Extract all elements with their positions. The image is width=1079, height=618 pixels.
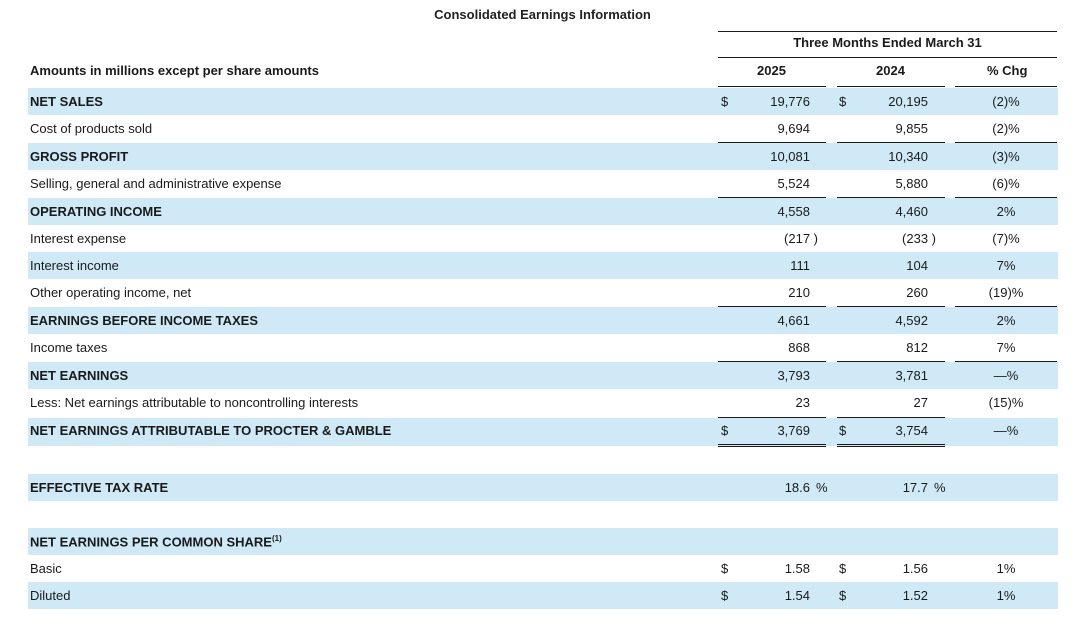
value-2025: 111	[790, 258, 810, 273]
value-2024: 1.56	[902, 561, 928, 576]
value-2024: 4,592	[895, 313, 928, 328]
pct-change: (7)%	[992, 231, 1020, 246]
row-operating-income	[28, 198, 1058, 225]
row-other-operating-income	[28, 279, 1058, 306]
report-title: Consolidated Earnings Information	[434, 7, 651, 22]
row-label: Cost of products sold	[30, 121, 153, 136]
row-label: NET SALES	[30, 94, 103, 109]
value-2025: 18.6	[784, 480, 810, 495]
pct-change: 7%	[996, 258, 1016, 273]
col-header-2025: 2025	[757, 63, 786, 78]
row-label: Interest expense	[30, 231, 127, 246]
row-label: Diluted	[30, 588, 71, 603]
col-rule-2025	[718, 86, 826, 87]
row-eps-basic	[28, 555, 1058, 582]
value-2025: 3,769	[777, 423, 810, 438]
pct-change: —%	[993, 368, 1019, 383]
pct-change: 2%	[996, 204, 1016, 219]
currency-symbol: $	[839, 94, 847, 109]
value-2024: 20,195	[888, 94, 928, 109]
pct-change: —%	[993, 423, 1019, 438]
value-2025: 23	[795, 395, 810, 410]
row-label: GROSS PROFIT	[30, 149, 129, 164]
row-net-earnings	[28, 362, 1058, 389]
currency-symbol: $	[721, 94, 729, 109]
col-rule-chg	[955, 86, 1057, 87]
col-header-chg: % Chg	[987, 63, 1028, 78]
percent-sign: %	[816, 480, 828, 495]
period-bottom-rule	[718, 57, 1057, 58]
currency-symbol: $	[721, 423, 729, 438]
value-2024: 5,880	[895, 176, 928, 191]
pct-change: (15)%	[988, 395, 1024, 410]
value-2025: 868	[788, 340, 810, 355]
total-double-rule	[837, 446, 945, 447]
value-2025: (217 )	[784, 231, 818, 246]
pct-change: (2)%	[992, 121, 1020, 136]
value-2025: 1.54	[784, 588, 810, 603]
row-label	[30, 534, 282, 549]
row-label: Basic	[30, 561, 62, 576]
total-double-rule	[718, 446, 826, 447]
row-label: Less: Net earnings attributable to noncontrolling interests	[30, 395, 359, 410]
row-interest-expense	[28, 225, 1058, 252]
row-eps-heading	[28, 528, 1058, 555]
value-2024: 3,781	[895, 368, 928, 383]
value-2025: 1.58	[784, 561, 810, 576]
row-label: EFFECTIVE TAX RATE	[30, 480, 169, 495]
row-noncontrolling-interests	[28, 389, 1058, 417]
currency-symbol: $	[839, 561, 847, 576]
row-income-taxes	[28, 334, 1058, 361]
value-2024: 17.7	[902, 480, 928, 495]
value-2025: 19,776	[770, 94, 810, 109]
pct-change: 7%	[996, 340, 1016, 355]
row-net-earnings-pg	[28, 418, 1058, 446]
value-2025: 3,793	[777, 368, 810, 383]
row-sga-expense	[28, 170, 1058, 197]
value-2025: 9,694	[777, 121, 810, 136]
value-2024: 260	[906, 285, 928, 300]
value-2025: 10,081	[770, 149, 810, 164]
amounts-note: Amounts in millions except per share amounts	[30, 63, 319, 78]
row-eps-diluted	[28, 582, 1058, 609]
period-heading: Three Months Ended March 31	[793, 35, 982, 50]
total-double-rule	[718, 444, 826, 445]
row-gross-profit	[28, 143, 1058, 170]
percent-sign: %	[934, 480, 946, 495]
value-2025: 4,558	[777, 204, 810, 219]
row-label: Interest income	[30, 258, 119, 273]
currency-symbol: $	[839, 423, 847, 438]
value-2024: 9,855	[895, 121, 928, 136]
pct-change: (2)%	[992, 94, 1020, 109]
row-label: NET EARNINGS	[30, 368, 129, 383]
total-double-rule	[837, 444, 945, 445]
pct-change: 2%	[996, 313, 1016, 328]
col-rule-2024	[837, 86, 945, 87]
row-label: OPERATING INCOME	[30, 204, 162, 219]
value-2025: 5,524	[777, 176, 810, 191]
row-label: NET EARNINGS ATTRIBUTABLE TO PROCTER & GAMBLE	[30, 423, 392, 438]
row-label: Other operating income, net	[30, 285, 192, 300]
row-earnings-before-taxes	[28, 307, 1058, 334]
pct-change: 1%	[996, 561, 1016, 576]
row-label: Selling, general and administrative expense	[30, 176, 282, 191]
pct-change: (19)%	[988, 285, 1024, 300]
value-2024: (233 )	[902, 231, 936, 246]
row-net-sales	[28, 88, 1058, 115]
currency-symbol: $	[721, 561, 729, 576]
value-2024: 104	[906, 258, 928, 273]
value-2024: 10,340	[888, 149, 928, 164]
currency-symbol: $	[721, 588, 729, 603]
value-2024: 1.52	[902, 588, 928, 603]
row-label: Income taxes	[30, 340, 108, 355]
value-2024: 27	[913, 395, 928, 410]
footnote-marker: (1)	[271, 534, 282, 543]
eps-heading-text: NET EARNINGS PER COMMON SHARE	[30, 534, 272, 550]
value-2025: 4,661	[777, 313, 810, 328]
col-header-2024: 2024	[876, 63, 905, 78]
pct-change: (6)%	[992, 176, 1020, 191]
value-2025: 210	[788, 285, 810, 300]
row-cost-of-products	[28, 115, 1058, 142]
period-top-rule	[718, 31, 1057, 32]
pct-change: (3)%	[992, 149, 1020, 164]
value-2024: 812	[906, 340, 928, 355]
pct-change: 1%	[996, 588, 1016, 603]
currency-symbol: $	[839, 588, 847, 603]
value-2024: 4,460	[895, 204, 928, 219]
row-effective-tax-rate	[28, 474, 1058, 501]
row-interest-income	[28, 252, 1058, 279]
row-label: EARNINGS BEFORE INCOME TAXES	[30, 313, 259, 328]
value-2024: 3,754	[895, 423, 928, 438]
